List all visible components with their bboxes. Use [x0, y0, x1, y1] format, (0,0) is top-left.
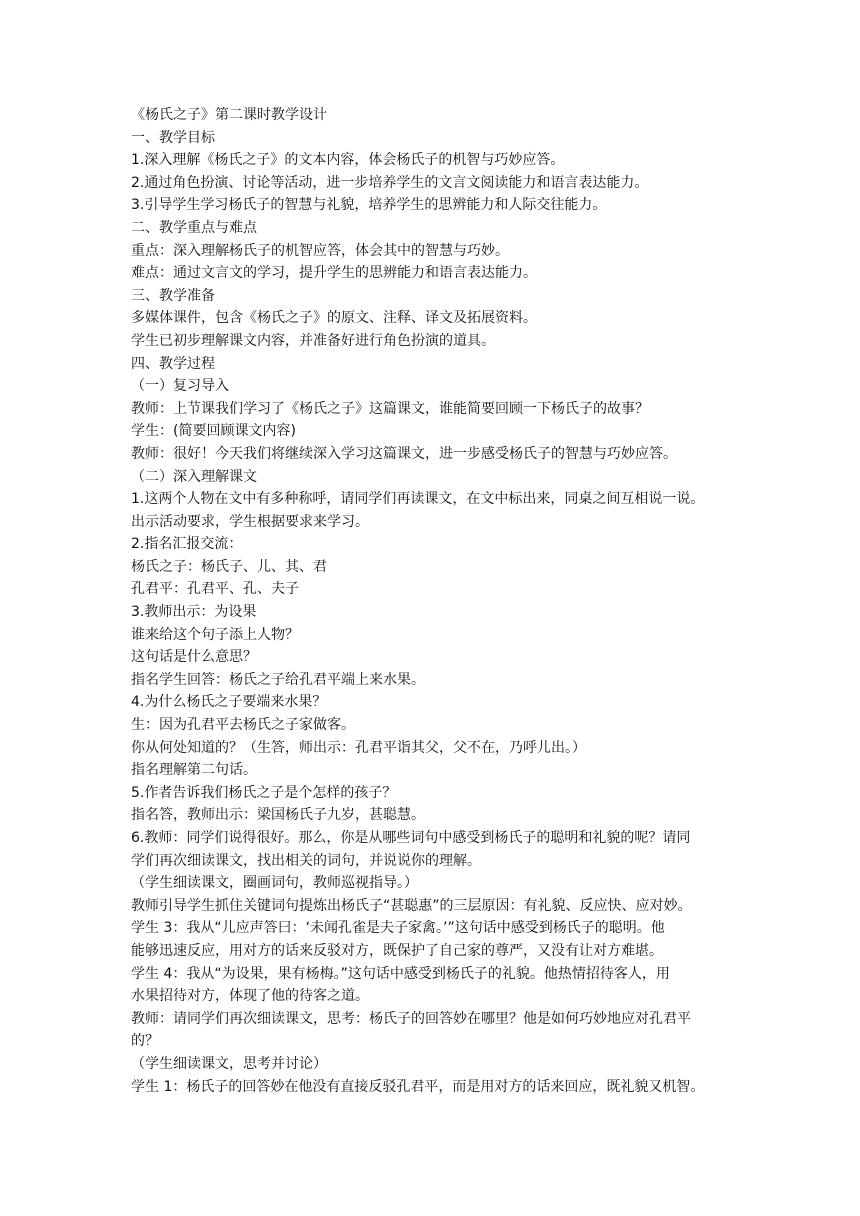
- document-line: 一、教学目标: [131, 129, 215, 146]
- document-body: [131, 104, 731, 1098]
- document-line: 学生：(简要回顾课文内容): [131, 423, 296, 440]
- document-line: 学生已初步理解课文内容，并准备好进行角色扮演的道具。: [131, 332, 495, 349]
- document-title: 《杨氏之子》第二课时教学设计: [131, 107, 327, 123]
- document-line: 1.深入理解《杨氏之子》的文本内容，体会杨氏子的机智与巧妙应答。: [131, 152, 565, 169]
- document-line: 指名答，教师出示：梁国杨氏子九岁，甚聪慧。: [131, 807, 425, 824]
- document-line: 学们再次细读课文，找出相关的词句，并说说你的理解。: [131, 852, 481, 869]
- document-line: 二、教学重点与难点: [131, 219, 257, 236]
- document-line: 你从何处知道的？（生答，师出示：孔君平诣其父，父不在，乃呼儿出。）: [131, 739, 586, 756]
- document-line: 这句话是什么意思？: [131, 649, 257, 666]
- document-line: 水果招待对方，体现了他的待客之道。: [131, 988, 369, 1005]
- document-line: 的？: [131, 1033, 159, 1050]
- document-line: 重点：深入理解杨氏子的机智应答，体会其中的智慧与巧妙。: [131, 242, 509, 259]
- document-line: 5.作者告诉我们杨氏之子是个怎样的孩子？: [131, 784, 397, 801]
- document-line: 杨氏之子：杨氏子、儿、其、君: [131, 558, 327, 575]
- document-line: （学生细读课文，圈画词句，教师巡视指导。）: [131, 875, 418, 892]
- document-line: 3.教师出示：为设果: [131, 604, 257, 621]
- document-line: 2.通过角色扮演、讨论等活动，进一步培养学生的文言文阅读能力和语言表达能力。: [131, 174, 649, 191]
- document-line: 3.引导学生学习杨氏子的智慧与礼貌，培养学生的思辨能力和人际交往能力。: [131, 197, 607, 214]
- document-line: 四、教学过程: [131, 355, 215, 372]
- document-line: 出示活动要求，学生根据要求来学习。: [131, 513, 369, 530]
- document-line: （二）深入理解课文: [131, 468, 257, 485]
- document-line: 能够迅速反应，用对方的话来反驳对方，既保护了自己家的尊严，又没有让对方难堪。: [131, 942, 663, 959]
- document-line: 学生 4：我从“为设果，果有杨梅。”这句话中感受到杨氏子的礼貌。他热情招待客人，用: [131, 965, 670, 982]
- document-line: 生：因为孔君平去杨氏之子家做客。: [131, 717, 355, 734]
- document-line: 学生 3：我从“儿应声答曰：‘未闻孔雀是夫子家禽。’”这句话中感受到杨氏子的聪明。他: [131, 920, 665, 937]
- document-lines: [131, 127, 731, 1099]
- document-line: 学生 1：杨氏子的回答妙在他没有直接反驳孔君平，而是用对方的话来回应，既礼貌又机智。: [131, 1078, 705, 1095]
- document-line: 难点：通过文言文的学习，提升学生的思辨能力和语言表达能力。: [131, 265, 537, 282]
- document-line: 6.教师：同学们说得很好。那么，你是从哪些词句中感受到杨氏子的聪明和礼貌的呢？请同: [131, 830, 691, 846]
- document-line: 教师：上节课我们学习了《杨氏之子》这篇课文，谁能简要回顾一下杨氏子的故事？: [131, 400, 649, 417]
- document-line: 教师引导学生抓住关键词句提炼出杨氏子“甚聪惠”的三层原因：有礼貌、反应快、应对妙。: [131, 897, 692, 914]
- document-line: 多媒体课件，包含《杨氏之子》的原文、注释、译文及拓展资料。: [131, 310, 537, 327]
- document-line: 谁来给这个句子添上人物？: [131, 626, 299, 643]
- document-line: 1.这两个人物在文中有多种称呼，请同学们再读课文，在文中标出来，同桌之间互相说一说。: [131, 491, 705, 508]
- document-line: 教师：请同学们再次细读课文，思考：杨氏子的回答妙在哪里？他是如何巧妙地应对孔君平: [131, 1010, 691, 1027]
- document-line: （学生细读课文，思考并讨论）: [131, 1055, 327, 1072]
- document-line: 2.指名汇报交流：: [131, 536, 243, 553]
- document-line: 4.为什么杨氏之子要端来水果？: [131, 694, 327, 711]
- document-line: 指名学生回答：杨氏之子给孔君平端上来水果。: [131, 671, 425, 688]
- document-line: 指名理解第二句话。: [131, 762, 257, 779]
- document-line: （一）复习导入: [131, 378, 229, 395]
- document-line: 孔君平：孔君平、孔、夫子: [131, 581, 299, 598]
- document-line: 三、教学准备: [131, 287, 215, 304]
- document-line: 教师：很好！今天我们将继续深入学习这篇课文，进一步感受杨氏子的智慧与巧妙应答。: [131, 445, 677, 462]
